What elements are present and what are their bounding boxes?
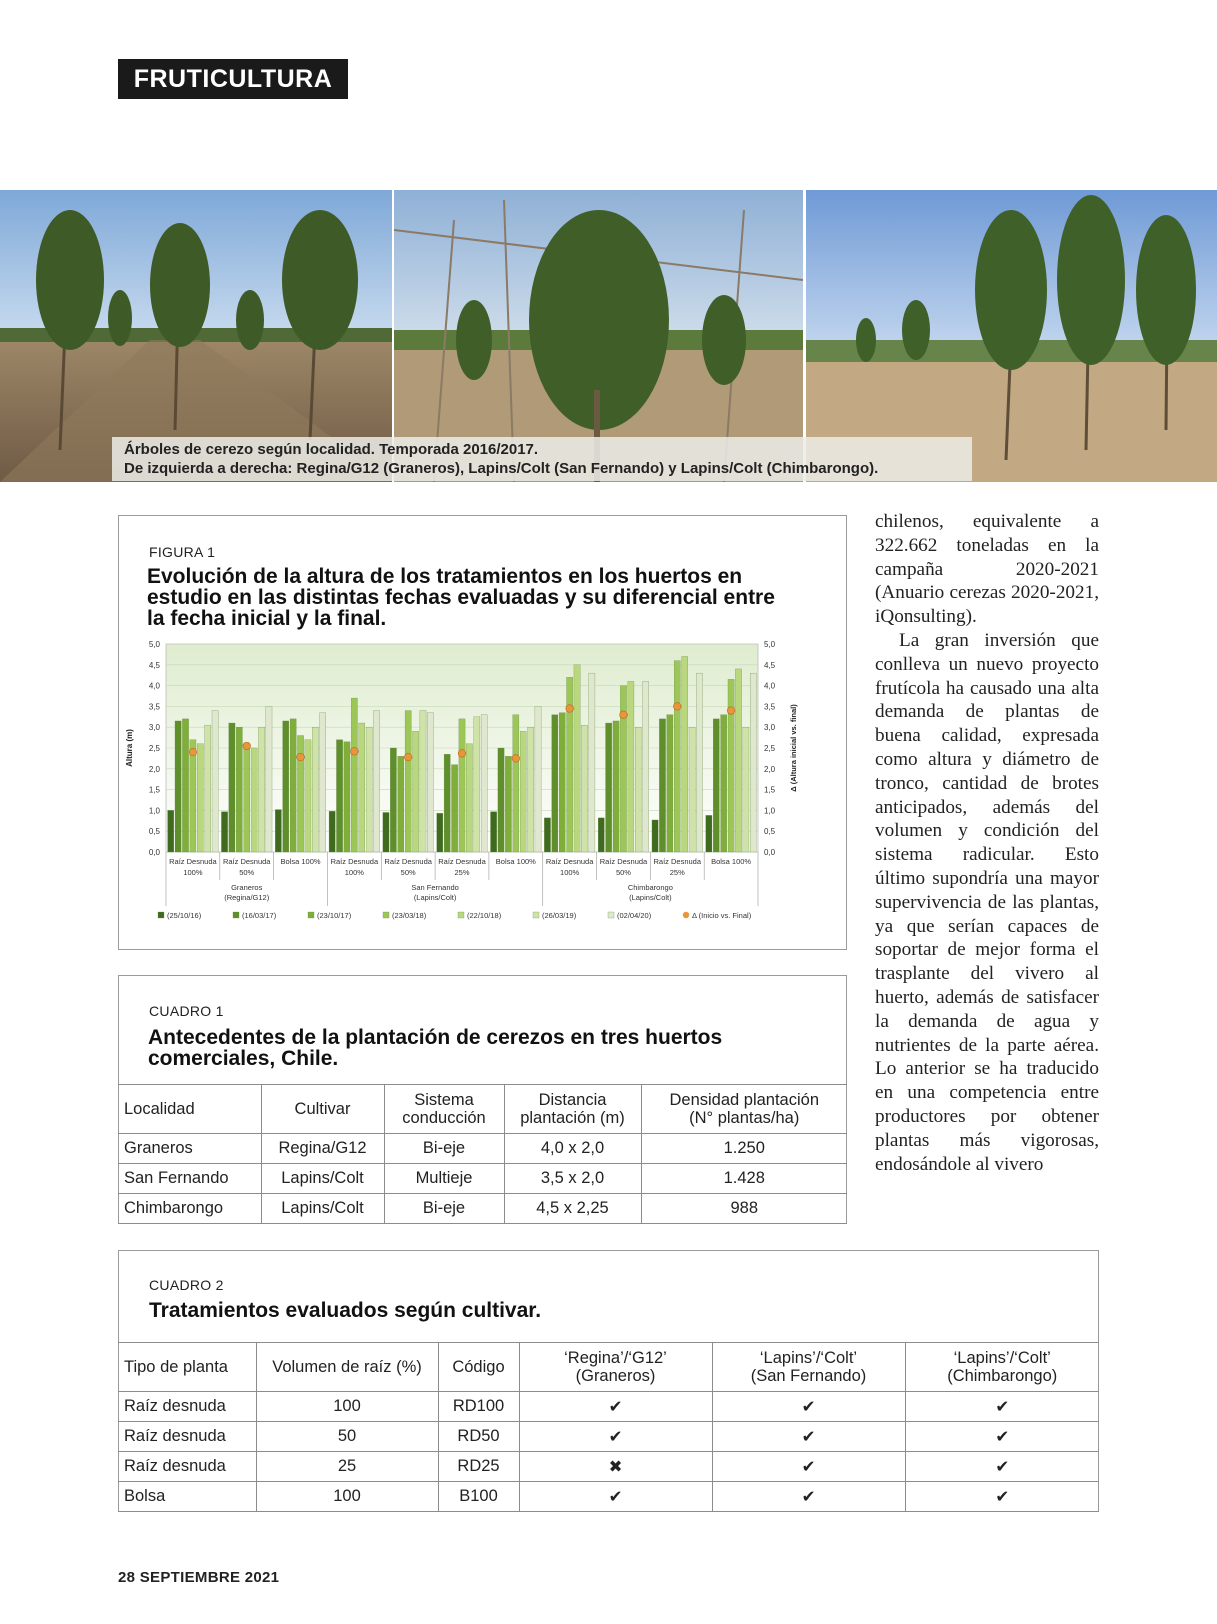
bar xyxy=(221,812,227,852)
cuadro1-title-line: comerciales, Chile. xyxy=(148,1047,339,1070)
cell-tipo: Raíz desnuda xyxy=(118,1452,256,1482)
header-san-fernando: ‘Lapins’/‘Colt’ (San Fernando) xyxy=(712,1343,905,1392)
cell-sistema: Multieje xyxy=(384,1164,504,1194)
bar xyxy=(329,811,335,852)
bar xyxy=(437,813,443,852)
bar xyxy=(251,748,257,852)
legend-label: (23/10/17) xyxy=(317,911,352,920)
delta-marker xyxy=(727,707,735,715)
cell-cultivar: Regina/G12 xyxy=(261,1134,384,1164)
bar xyxy=(168,810,174,852)
cross-icon: ✖ xyxy=(519,1452,712,1482)
bar xyxy=(721,715,727,852)
y2-tick-label: 2,5 xyxy=(764,744,776,753)
bar xyxy=(344,742,350,852)
bar xyxy=(182,719,188,852)
delta-marker xyxy=(673,703,681,711)
x-tick-label: 100% xyxy=(560,868,580,877)
y2-tick-label: 1,5 xyxy=(764,785,776,795)
cell-localidad: Graneros xyxy=(118,1134,261,1164)
x-tick-label: Raíz Desnuda xyxy=(545,857,594,866)
cell-volumen: 100 xyxy=(256,1392,438,1422)
bar xyxy=(606,723,612,852)
x-tick-label: Raíz Desnuda xyxy=(330,857,379,866)
bar xyxy=(190,740,196,852)
bar xyxy=(520,731,526,852)
check-icon: ✔ xyxy=(519,1482,712,1512)
x-tick-label: Raíz Desnuda xyxy=(222,857,271,866)
y-tick-label: 2,5 xyxy=(148,744,160,753)
caption-line-2: De izquierda a derecha: Regina/G12 (Graneros), Lapins/Colt (San Fernando) y Lapins/Colt (Chimbarongo). xyxy=(124,460,879,477)
bar xyxy=(513,715,519,852)
table-row xyxy=(118,1164,847,1194)
y-tick-label: 1,0 xyxy=(148,806,160,816)
paragraph: chilenos, equivalente a 322.662 toneladas en la campaña 2020-2021 (Anuario cerezas 2020-2021, iQonsulting). xyxy=(875,511,1099,628)
bar xyxy=(229,723,235,852)
bar xyxy=(420,711,426,852)
bar xyxy=(528,727,534,852)
legend-label: (23/03/18) xyxy=(392,911,427,920)
bar xyxy=(674,661,680,852)
bar xyxy=(290,719,296,852)
figure-label: FIGURA 1 xyxy=(149,544,216,560)
x-tick-label: 25% xyxy=(669,868,685,877)
bar xyxy=(205,725,211,852)
legend-swatch xyxy=(383,912,389,918)
legend-label: (26/03/19) xyxy=(542,911,577,920)
cell-tipo: Raíz desnuda xyxy=(118,1422,256,1452)
legend-marker xyxy=(683,912,689,918)
legend-label: (25/10/16) xyxy=(167,911,202,920)
check-icon: ✔ xyxy=(905,1422,1099,1452)
bar xyxy=(359,723,365,852)
header-cultivar: Cultivar xyxy=(261,1085,384,1134)
bar xyxy=(305,740,311,852)
delta-marker xyxy=(189,748,197,756)
bar xyxy=(659,719,665,852)
header-chimbarongo: ‘Lapins’/‘Colt’ (Chimbarongo) xyxy=(905,1343,1099,1392)
bar xyxy=(212,711,218,852)
legend-swatch xyxy=(608,912,614,918)
bar xyxy=(373,711,379,852)
y2-tick-label: 0,0 xyxy=(764,848,776,857)
x-tick-label: 50% xyxy=(239,868,255,877)
bar xyxy=(351,698,357,852)
x-tick-label: Raíz Desnuda xyxy=(438,857,486,866)
chart-svg xyxy=(118,636,818,926)
cuadro1-table xyxy=(118,1084,847,1224)
legend-swatch xyxy=(308,912,314,918)
bar xyxy=(312,727,318,852)
bar xyxy=(620,686,626,852)
legend-swatch xyxy=(458,912,464,918)
check-icon: ✔ xyxy=(712,1452,905,1482)
bar xyxy=(244,744,250,852)
bar xyxy=(474,717,480,852)
cuadro2-label: CUADRO 2 xyxy=(149,1277,224,1293)
bar xyxy=(706,815,712,852)
cuadro1-title xyxy=(148,1027,722,1069)
cuadro2-table xyxy=(118,1342,1099,1512)
section-tag: FRUTICULTURA xyxy=(118,59,348,99)
cell-volumen: 50 xyxy=(256,1422,438,1452)
table-header-row xyxy=(118,1343,1099,1392)
table-header-row xyxy=(118,1085,847,1134)
check-icon: ✔ xyxy=(905,1452,1099,1482)
cell-codigo: RD25 xyxy=(438,1452,519,1482)
check-icon: ✔ xyxy=(519,1422,712,1452)
bar xyxy=(175,721,181,852)
x-tick-label: 25% xyxy=(454,868,470,877)
bar xyxy=(398,756,404,852)
y-tick-label: 3,5 xyxy=(148,702,160,712)
cell-volumen: 100 xyxy=(256,1482,438,1512)
bar xyxy=(236,727,242,852)
bar xyxy=(390,748,396,852)
bar xyxy=(581,725,587,852)
cell-tipo: Bolsa xyxy=(118,1482,256,1512)
bar xyxy=(567,677,573,852)
group-label: San Fernando xyxy=(411,883,459,892)
x-tick-label: Bolsa 100% xyxy=(280,857,321,866)
y2-tick-label: 4,5 xyxy=(764,660,776,670)
x-tick-label: 100% xyxy=(344,868,364,877)
caption-line-1: Árboles de cerezo según localidad. Temporada 2016/2017. xyxy=(124,441,539,458)
bar xyxy=(383,812,389,852)
cell-cultivar: Lapins/Colt xyxy=(261,1194,384,1224)
paragraph: La gran inversión que conlleva un nuevo proyecto frutícola ha causado una alta demanda de plantas de buena calidad, expresada como altura y diámetro de tronco, cantidad de brotes anticipados, además del volumen y condición del sistema radicular. Esto último supondría una mayor supervivencia de las plantas, ya que serían capaces de soportar de mejor forma el trasplante del vivero al huerto, además de satisfacer la demanda de agua y nutrientes de la parte aérea. Lo anterior se ha traducido en una competencia entre productores por obtener plantas más vigorosas, endosándole al vivero xyxy=(875,629,1099,1175)
y2-tick-label: 3,0 xyxy=(764,723,776,733)
group-label: Graneros xyxy=(231,883,263,892)
bar xyxy=(505,756,511,852)
legend-label: (22/10/18) xyxy=(467,911,502,920)
bar xyxy=(667,715,673,852)
bar xyxy=(689,727,695,852)
y-tick-label: 1,5 xyxy=(148,785,160,795)
cuadro2-title: Tratamientos evaluados según cultivar. xyxy=(149,1299,542,1322)
y2-tick-label: 2,0 xyxy=(764,764,776,774)
bar xyxy=(336,740,342,852)
bar xyxy=(491,812,497,852)
bar xyxy=(444,754,450,852)
x-tick-label: Raíz Desnuda xyxy=(653,857,702,866)
x-tick-label: Raíz Desnuda xyxy=(599,857,648,866)
photo-caption xyxy=(112,437,972,481)
x-tick-label: Raíz Desnuda xyxy=(384,857,432,866)
bar xyxy=(713,719,719,852)
cell-codigo: RD50 xyxy=(438,1422,519,1452)
legend-swatch xyxy=(233,912,239,918)
bar xyxy=(682,656,688,852)
bar xyxy=(598,818,604,852)
header-graneros: ‘Regina’/‘G12’ (Graneros) xyxy=(519,1343,712,1392)
cell-cultivar: Lapins/Colt xyxy=(261,1164,384,1194)
bar xyxy=(696,673,702,852)
bar xyxy=(628,681,634,852)
cell-sistema: Bi-eje xyxy=(384,1194,504,1224)
bar xyxy=(535,706,541,852)
figure-title-line: Evolución de la altura de los tratamientos en los huertos en xyxy=(147,565,743,588)
bar xyxy=(481,715,487,852)
group-sublabel: (Regina/G12) xyxy=(224,893,270,902)
bar xyxy=(275,810,281,852)
bar xyxy=(412,731,418,852)
y-tick-label: 4,5 xyxy=(148,660,160,670)
header-tipo: Tipo de planta xyxy=(118,1343,256,1392)
check-icon: ✔ xyxy=(905,1392,1099,1422)
delta-marker xyxy=(620,711,628,719)
chart-area xyxy=(118,636,818,926)
bar xyxy=(643,681,649,852)
delta-marker xyxy=(512,755,520,763)
bar xyxy=(552,715,558,852)
header-localidad: Localidad xyxy=(118,1085,261,1134)
legend-label: (02/04/20) xyxy=(617,911,652,920)
header-sistema: Sistema conducción xyxy=(384,1085,504,1134)
cuadro1-label: CUADRO 1 xyxy=(149,1003,224,1019)
y-tick-label: 2,0 xyxy=(148,764,160,774)
figure-title-line: estudio en las distintas fechas evaluadas y su diferencial entre xyxy=(147,586,775,609)
cell-densidad: 1.250 xyxy=(641,1134,847,1164)
table-row xyxy=(118,1134,847,1164)
check-icon: ✔ xyxy=(712,1482,905,1512)
check-icon: ✔ xyxy=(712,1422,905,1452)
cell-densidad: 988 xyxy=(641,1194,847,1224)
bar xyxy=(320,713,326,852)
bar xyxy=(635,727,641,852)
cell-densidad: 1.428 xyxy=(641,1164,847,1194)
legend-label: (16/03/17) xyxy=(242,911,277,920)
body-text xyxy=(875,510,1099,1176)
x-tick-label: 50% xyxy=(615,868,631,877)
group-label: Chimbarongo xyxy=(627,883,673,892)
bar xyxy=(743,727,749,852)
x-tick-label: 50% xyxy=(400,868,416,877)
header-codigo: Código xyxy=(438,1343,519,1392)
cell-localidad: Chimbarongo xyxy=(118,1194,261,1224)
bar xyxy=(427,713,433,852)
delta-marker xyxy=(351,748,359,756)
table-row xyxy=(118,1422,1099,1452)
bar xyxy=(366,727,372,852)
bar xyxy=(498,748,504,852)
y2-tick-label: 0,5 xyxy=(764,827,776,837)
legend-label: Δ (Inicio vs. Final) xyxy=(692,911,752,920)
header-distancia: Distancia plantación (m) xyxy=(504,1085,641,1134)
bar xyxy=(297,736,303,852)
group-sublabel: (Lapins/Colt) xyxy=(413,893,457,902)
delta-marker xyxy=(404,753,412,761)
bar xyxy=(728,679,734,852)
bar xyxy=(258,727,264,852)
cuadro1-title-line: Antecedentes de la plantación de cerezos en tres huertos xyxy=(148,1026,723,1049)
legend-swatch xyxy=(533,912,539,918)
table-row xyxy=(118,1482,1099,1512)
bar xyxy=(589,673,595,852)
cell-distancia: 3,5 x 2,0 xyxy=(504,1164,641,1194)
cell-tipo: Raíz desnuda xyxy=(118,1392,256,1422)
bar xyxy=(735,669,741,852)
bar xyxy=(574,665,580,852)
figure-title-line: la fecha inicial y la final. xyxy=(147,607,387,630)
cell-codigo: RD100 xyxy=(438,1392,519,1422)
bar xyxy=(613,721,619,852)
x-tick-label: Raíz Desnuda xyxy=(169,857,217,866)
cell-distancia: 4,0 x 2,0 xyxy=(504,1134,641,1164)
group-sublabel: (Lapins/Colt) xyxy=(629,893,672,902)
y2-tick-label: 4,0 xyxy=(764,681,776,691)
bar xyxy=(652,820,658,852)
delta-marker xyxy=(566,705,574,713)
cell-localidad: San Fernando xyxy=(118,1164,261,1194)
table-row xyxy=(118,1194,847,1224)
legend-swatch xyxy=(158,912,164,918)
y-tick-label: 4,0 xyxy=(148,681,160,691)
y2-axis-label: Δ (Altura inicial vs. final) xyxy=(789,704,798,792)
cell-distancia: 4,5 x 2,25 xyxy=(504,1194,641,1224)
cell-volumen: 25 xyxy=(256,1452,438,1482)
cell-sistema: Bi-eje xyxy=(384,1134,504,1164)
header-volumen: Volumen de raíz (%) xyxy=(256,1343,438,1392)
bar xyxy=(197,744,203,852)
cell-codigo: B100 xyxy=(438,1482,519,1512)
delta-marker xyxy=(297,753,305,761)
bar xyxy=(466,744,472,852)
bar xyxy=(266,706,272,852)
bar xyxy=(559,713,565,852)
y-tick-label: 5,0 xyxy=(148,640,160,649)
y-axis-label: Altura (m) xyxy=(125,729,134,767)
bar xyxy=(283,721,289,852)
bar xyxy=(750,673,756,852)
x-tick-label: 100% xyxy=(183,868,203,877)
page-footer: 28 SEPTIEMBRE 2021 xyxy=(118,1569,280,1586)
check-icon: ✔ xyxy=(519,1392,712,1422)
check-icon: ✔ xyxy=(905,1482,1099,1512)
y-tick-label: 0,5 xyxy=(148,827,160,837)
delta-marker xyxy=(458,750,466,758)
header-densidad: Densidad plantación (N° plantas/ha) xyxy=(641,1085,847,1134)
check-icon: ✔ xyxy=(712,1392,905,1422)
table-row xyxy=(118,1452,1099,1482)
x-tick-label: Bolsa 100% xyxy=(711,857,752,866)
figure-title xyxy=(147,566,775,629)
delta-marker xyxy=(243,742,251,750)
bar xyxy=(544,818,550,852)
bar xyxy=(459,719,465,852)
y2-tick-label: 5,0 xyxy=(764,640,776,649)
y2-tick-label: 3,5 xyxy=(764,702,776,712)
x-tick-label: Bolsa 100% xyxy=(495,857,536,866)
bar xyxy=(405,711,411,852)
y2-tick-label: 1,0 xyxy=(764,806,776,816)
y-tick-label: 0,0 xyxy=(148,848,160,857)
y-tick-label: 3,0 xyxy=(148,723,160,733)
bar xyxy=(452,765,458,852)
table-row xyxy=(118,1392,1099,1422)
